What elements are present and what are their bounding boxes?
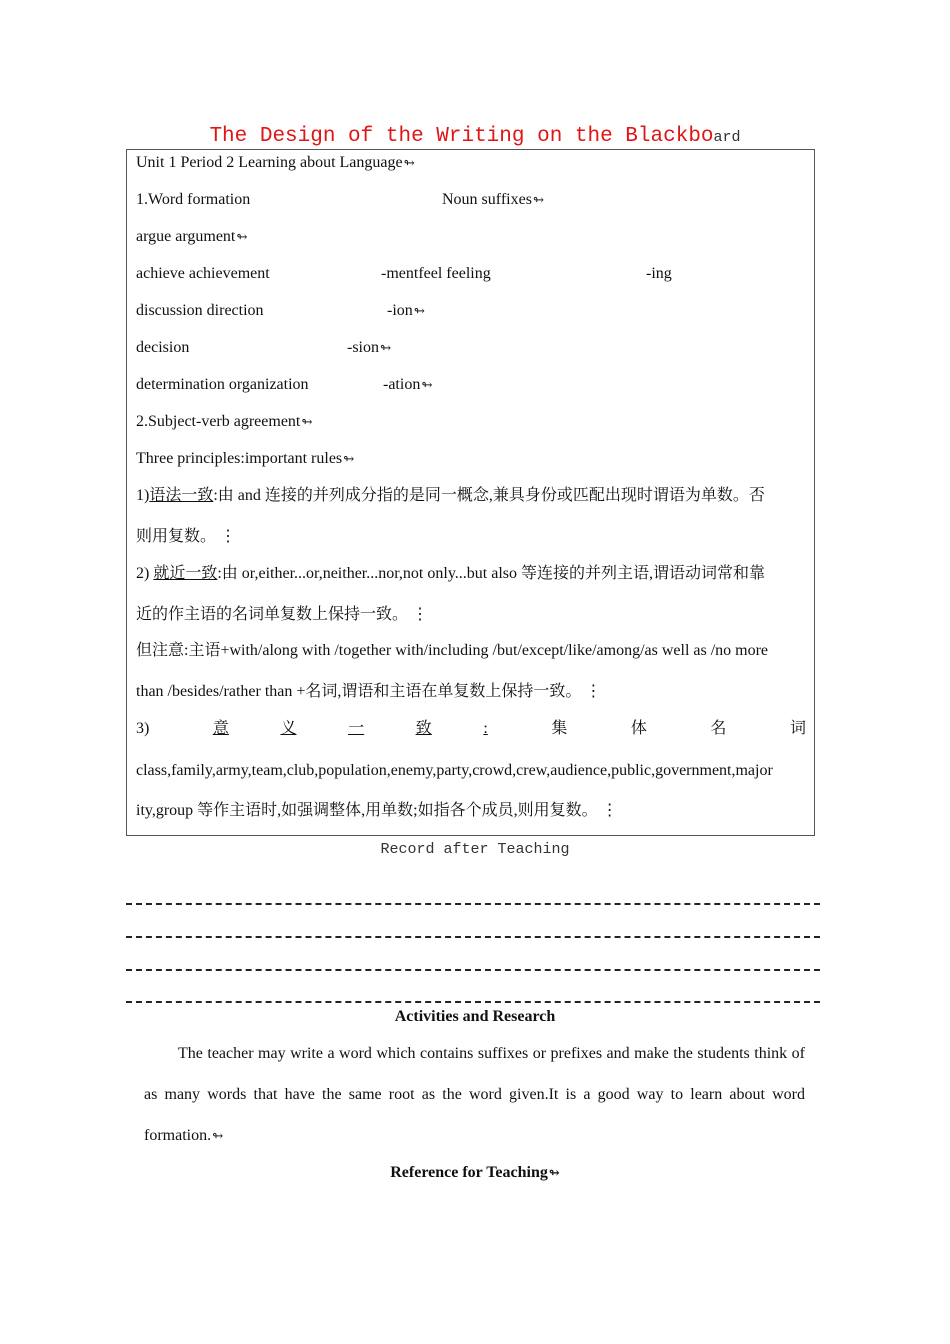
word-row: discussion direction (136, 302, 264, 319)
principle-2-cont: 近的作主语的名词单复数上保持一致。 ⋮ (136, 606, 429, 623)
board-header: Unit 1 Period 2 Learning about Language↬ (136, 154, 415, 171)
record-after-teaching: Record after Teaching (380, 841, 570, 858)
return-mark-icon: ↬ (301, 414, 313, 429)
activities-paragraph: The teacher may write a word which contains suffixes or prefixes and make the students think of as many words that have the same root as the word given.It is a good way to learn about word formation.↬ (144, 1045, 805, 1144)
suffix-cell: -ing (646, 265, 672, 282)
note-line-2: than /besides/rather than +名词,谓语和主语在单复数上保持一致。 ⋮ (136, 683, 602, 700)
suffix-cell: -sion↬ (347, 339, 391, 356)
principles-line: Three principles:important rules↬ (136, 450, 355, 467)
word-row: argue argument↬ (136, 228, 248, 245)
dashed-line (126, 1001, 820, 1003)
reference-heading: Reference for Teaching↬ (390, 1164, 560, 1181)
dashed-line (126, 936, 820, 938)
suffix-cell: -ion↬ (387, 302, 425, 319)
principle-3-term: 意 义 一 致 : (212, 720, 488, 737)
sva-heading: 2.Subject-verb agreement↬ (136, 413, 313, 430)
return-mark-icon: ↬ (421, 377, 433, 392)
activities-heading: Activities and Research (394, 1008, 556, 1025)
blackboard-design-box (126, 149, 815, 836)
principle-3-line-3: ity,group 等作主语时,如强调整体,用单数;如指各个成员,则用复数。 ⋮ (136, 802, 618, 819)
suffix-cell: -mentfeel feeling (381, 265, 491, 282)
note-line-1: 但注意:主语+with/along with /together with/including /but/except/like/among/as well as /no more (136, 642, 769, 659)
suffix-cell: -ation↬ (383, 376, 433, 393)
word-row: determination organization (136, 376, 309, 393)
return-mark-icon: ↬ (236, 229, 248, 244)
principle-1-cont: 则用复数。 ⋮ (136, 528, 237, 545)
return-mark-icon: ↬ (548, 1165, 560, 1180)
word-formation-label: 1.Word formation (136, 191, 251, 208)
principle-2: 2) 就近一致:由 or,either...or,neither...nor,not only...but also 等连接的并列主语,谓语动词常和靠 (136, 565, 766, 582)
return-mark-icon: ↬ (343, 451, 355, 466)
word-row: achieve achievement (136, 265, 270, 282)
return-mark-icon: ↬ (380, 340, 391, 355)
dashed-line (126, 903, 820, 905)
principle-1: 1)语法一致:由 and 连接的并列成分指的是同一概念,兼具身份或匹配出现时谓语为单数。否 (136, 487, 765, 504)
return-mark-icon: ↬ (532, 192, 544, 207)
page-title: The Design of the Writing on the Blackboard (209, 125, 741, 148)
noun-suffixes-label: Noun suffixes↬ (442, 191, 544, 208)
principle-3: 3) 意 义 一 致 : 集 体 名 词 (136, 720, 806, 737)
return-mark-icon: ↬ (403, 155, 415, 170)
principle-3-line-2: class,family,army,team,club,population,enemy,party,crowd,crew,audience,public,government,major (136, 762, 773, 779)
word-row: decision (136, 339, 190, 356)
return-mark-icon: ↬ (413, 303, 425, 318)
return-mark-icon: ↬ (212, 1128, 223, 1143)
dashed-line (126, 969, 820, 971)
